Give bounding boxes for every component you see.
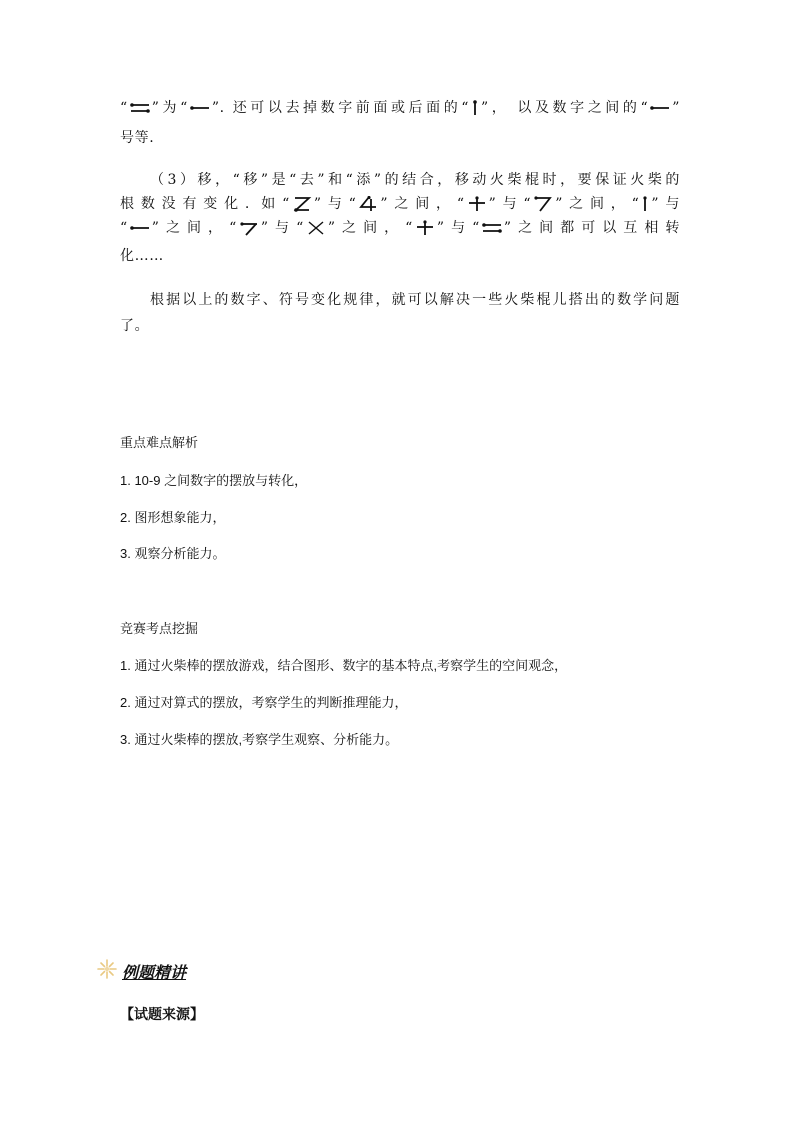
para1-line1: “ ”为“ ”. 还可以去掉数字前面或后面的“ ”， 以及数字之间的“ ” [120, 100, 680, 116]
example-section-title [96, 958, 186, 984]
para2-line3: “ ”之间，“ ”与“ ”之间，“ ”与“ ”之间都可以互相转 [120, 220, 680, 236]
key-points-title: 重点难点解析 [120, 435, 199, 450]
para2-line2: 根数没有变化. 如“ ”与“ ”之间，“ ”与“ ”之间，“ ”与 [120, 196, 680, 212]
match-four-icon [357, 196, 379, 212]
example-title-text: 例题精讲 [122, 962, 187, 982]
match-vertical-icon [640, 196, 650, 212]
match-plus-icon [414, 220, 436, 236]
para2-line1: （3）移，“移”是“去”和“添”的结合，移动火柴棍时，要保证火柴的 [150, 172, 680, 188]
competition-item: 2. 通过对算式的摆放，考察学生的判断推理能力， [120, 695, 408, 710]
match-seven-icon [532, 196, 554, 212]
key-point-item: 3. 观察分析能力。 [120, 546, 226, 561]
para3-line1: 根据以上的数字、符号变化规律，就可以解决一些火柴棍儿搭出的数学问题 [150, 292, 680, 308]
match-times-icon [305, 220, 327, 236]
question-source: 【试题来源】 [120, 1007, 204, 1023]
match-z-icon [291, 196, 313, 212]
match-minus-icon [129, 220, 151, 236]
key-point-item: 2. 图形想象能力， [120, 510, 226, 525]
match-equal-arrow-icon [129, 100, 151, 116]
para3-line2: 了。 [120, 318, 150, 334]
para2-line4: 化…… [120, 248, 164, 264]
key-point-item: 1. 10-9 之间数字的摆放与转化， [120, 473, 308, 488]
match-plus-icon [466, 196, 488, 212]
competition-item: 3. 通过火柴棒的摆放,考察学生观察、分析能力。 [120, 732, 399, 747]
flower-icon [96, 958, 118, 984]
competition-item: 1. 通过火柴棒的摆放游戏，结合图形、数字的基本特点,考察学生的空间观念， [120, 658, 568, 673]
competition-title: 竞赛考点挖掘 [120, 621, 199, 636]
match-slash-arrow-icon [238, 220, 260, 236]
match-vertical-icon [470, 100, 480, 116]
match-minus-icon [649, 100, 671, 116]
match-minus-icon [189, 100, 211, 116]
match-equal-arrow-icon [481, 220, 503, 236]
para1-line2: 号等. [120, 130, 155, 146]
